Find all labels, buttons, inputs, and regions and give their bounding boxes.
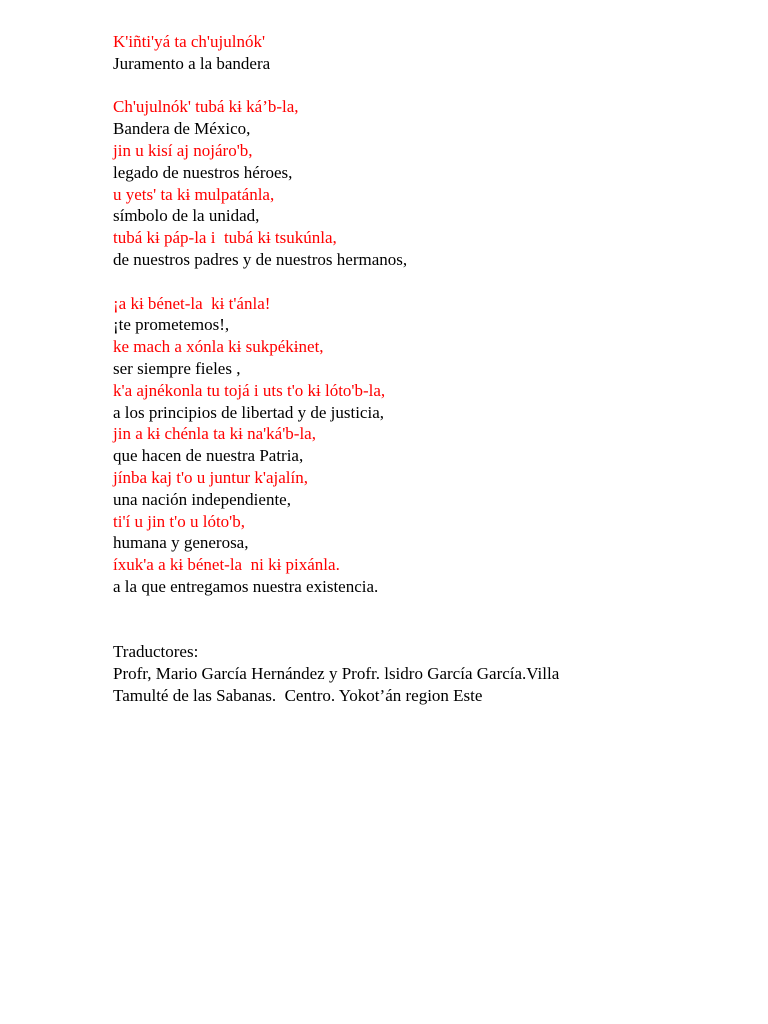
- verse-line-yokotan: ti'í u jin t'o u lóto'b,: [113, 511, 245, 531]
- verse-line-yokotan: jínba kaj t'o u juntur k'ajalín,: [113, 467, 308, 487]
- stanza-gap: [113, 271, 743, 293]
- verse-line-spanish: a los principios de libertad y de justicia,: [113, 402, 384, 422]
- verse-line-yokotan: jin u kisí aj nojáro'b,: [113, 140, 253, 160]
- verse-line-spanish: ser siempre fieles ,: [113, 358, 241, 378]
- verse-line-yokotan: Ch'ujulnók' tubá kɨ ká’b-la,: [113, 97, 299, 117]
- verse-line-spanish: una nación independiente,: [113, 489, 291, 509]
- verse-line-spanish: humana y generosa,: [113, 533, 249, 553]
- section-gap: [113, 598, 743, 642]
- credits-translators: Profr, Mario García Hernández y Profr. lsidro García García.Villa: [113, 664, 560, 684]
- document-page: [113, 31, 743, 707]
- verse-line-spanish: a la que entregamos nuestra existencia.: [113, 576, 379, 596]
- verse-line-spanish: Bandera de México,: [113, 119, 251, 139]
- verse-line-spanish: legado de nuestros héroes,: [113, 162, 293, 182]
- stanza-2: [113, 293, 743, 598]
- verse-line-yokotan: jin a kɨ chénla ta kɨ na'ká'b-la,: [113, 424, 316, 444]
- verse-line-spanish: ¡te prometemos!,: [113, 315, 230, 335]
- credits-location: Tamulté de las Sabanas. Centro. Yokot’án region Este: [113, 685, 483, 705]
- verse-line-spanish: de nuestros padres y de nuestros hermanos,: [113, 249, 408, 269]
- verse-line-yokotan: íxuk'a a kɨ bénet-la ni kɨ pixánla.: [113, 555, 340, 575]
- verse-line-yokotan: u yets' ta kɨ mulpatánla,: [113, 184, 275, 204]
- title-yokotan: K'iñti'yá ta ch'ujulnók': [113, 32, 266, 51]
- verse-line-spanish: símbolo de la unidad,: [113, 206, 260, 226]
- verse-line-yokotan: ke mach a xónla kɨ sukpékɨnet,: [113, 337, 324, 357]
- credits: [113, 641, 743, 706]
- stanza-1: [113, 96, 743, 270]
- verse-line-yokotan: ¡a kɨ bénet-la kɨ t'ánla!: [113, 293, 271, 313]
- stanza-gap: [113, 75, 743, 97]
- credits-heading: Traductores:: [113, 642, 199, 662]
- verse-line-spanish: que hacen de nuestra Patria,: [113, 446, 304, 466]
- verse-line-yokotan: tubá kɨ páp-la i tubá kɨ tsukúnla,: [113, 228, 337, 248]
- title-spanish: Juramento a la bandera: [113, 53, 271, 73]
- verse-line-yokotan: k'a ajnékonla tu tojá i uts t'o kɨ lóto'b-la,: [113, 380, 386, 400]
